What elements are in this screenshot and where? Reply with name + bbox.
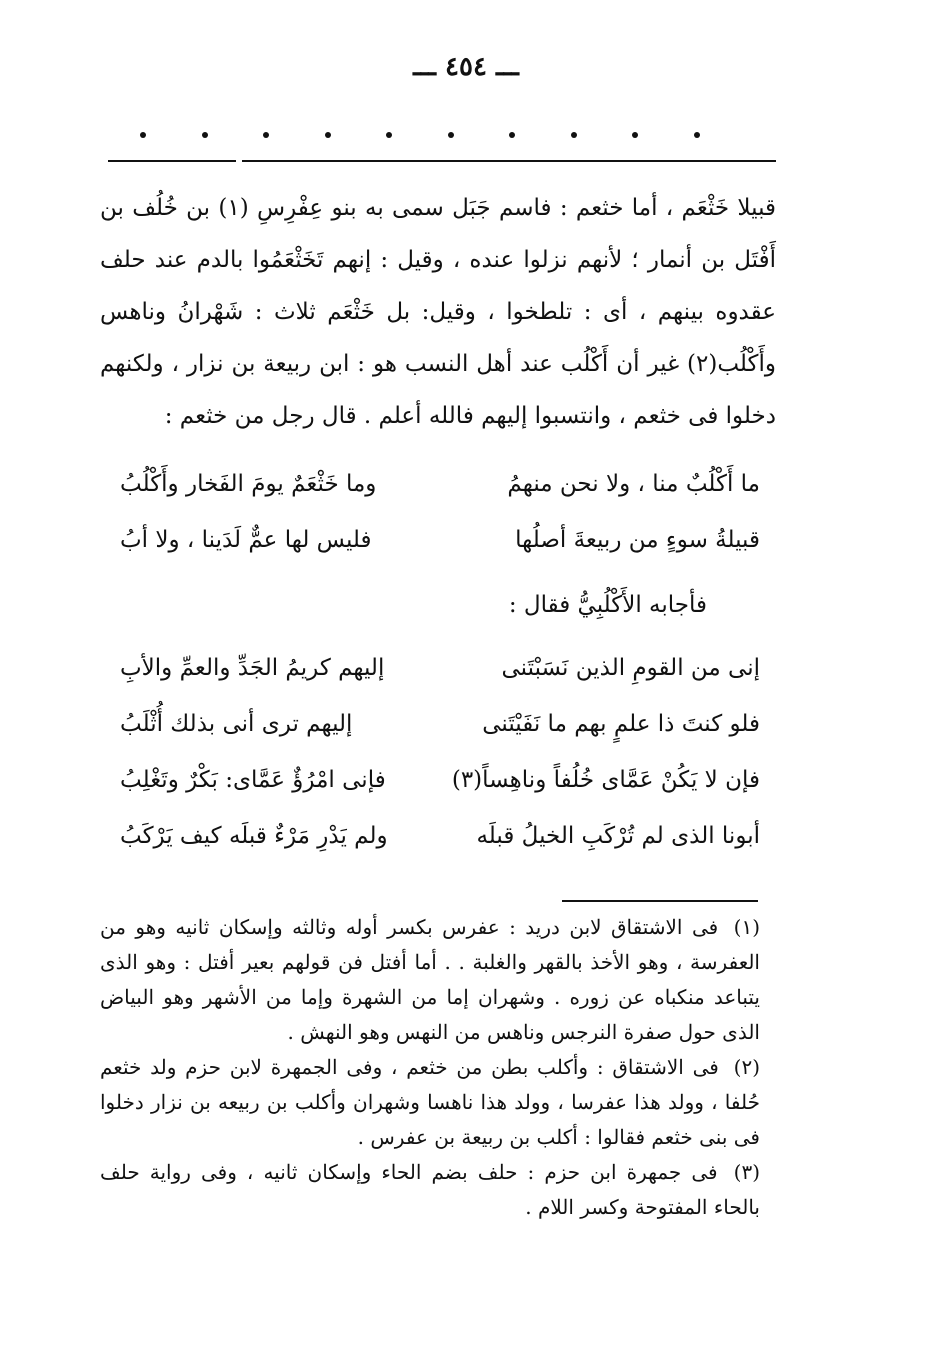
dot [571, 132, 577, 138]
footnote [100, 910, 760, 1050]
hemistich-first: ما أَكْلُبٌ منا ، ولا نحن منهمُ [507, 471, 760, 497]
hemistich-second: وما خَثْعَمٌ يومَ الفَخار وأَكْلُبُ [120, 471, 377, 497]
footnotes [100, 910, 760, 1225]
verse-line [120, 640, 760, 696]
hemistich-first: قبيلةُ سوءٍ من ربيعةَ أصلُها [515, 527, 760, 553]
footnote-number: (٣) [733, 1160, 760, 1184]
main-paragraph [100, 182, 776, 442]
dot [509, 132, 515, 138]
footnote-text: فى الاشتقاق لابن دريد : عفرس بكسر أوله وثالثه وإسكان ثانيه وهو من العفرسة ، وهو الأخذ بالقهر والغلبة . . أما أفتل فن قولهم بعير أفتل : وهو الذى يتباعد منكباه عن زوره . وشهران إما من الشهرة وإما من الأشهر وهو البياض الذى حول صفرة النرجس وناهس من النهس وهو النهش . [100, 915, 760, 1044]
hemistich-second: إليهم كريمُ الجَدِّ والعمِّ والأبِ [120, 655, 385, 681]
verse-line [120, 696, 760, 752]
poem-reply [120, 640, 760, 864]
verse-line [120, 456, 760, 512]
footnote [100, 1155, 760, 1225]
footnote-number: (٢) [733, 1055, 760, 1079]
verse-line [120, 752, 760, 808]
hemistich-first: فلو كنتَ ذا علمٍ بهم ما نَفَيْتَنى [482, 711, 760, 737]
footnote [100, 1050, 760, 1155]
header-rule-gap [236, 158, 242, 164]
footnote-number: (١) [733, 915, 761, 939]
dot [386, 132, 392, 138]
dot [140, 132, 146, 138]
hemistich-first: إنى من القومِ الذين نَسَبْتَنى [501, 655, 760, 681]
dot [325, 132, 331, 138]
hemistich-first: فإن لا يَكُنْ عَمَّاى خُلُفاً وناهِساً(٣) [451, 767, 760, 793]
ellipsis-separator [140, 132, 700, 138]
footnote-rule [562, 900, 758, 902]
paragraph-text: قبيلا خَثْعَم ، أما خثعم : فاسم جَبَل سمى به بنو عِفْرِسِ (١) بن خُلُف بن أَفْتَل بن أنمار ؛ لأنهم نزلوا عنده ، وقيل : إنهم تَخَثْعَمُوا بالدم عند حلف عقدوه بينهم ، أى : تلطخوا ، وقيل: بل خَثْعَم ثلاث : شَهْرانُ وناهس وأَكْلُب(٢) غير أن أَكْلُب عند أهل النسب هو : ابن ربيعة بن نزار ، ولكنهم دخلوا فى خثعم ، وانتسبوا إليهم فالله أعلم . قال رجل من خثعم : [100, 195, 777, 429]
dot [448, 132, 454, 138]
dot [694, 132, 700, 138]
hemistich-first: أبونا الذى لم تُرْكَبِ الخيلُ قبلَه [476, 823, 760, 849]
verse-line [120, 808, 760, 864]
footnote-text: فى جمهرة ابن حزم : حلف بضم الحاء وإسكان ثانيه ، وفى رواية حلف بالحاء المفتوحة وكسر اللام . [100, 1160, 760, 1219]
hemistich-second: ولم يَدْرِ مَرْءٌ قبلَه كيف يَرْكَبُ [120, 823, 388, 849]
verse-line [120, 512, 760, 568]
reply-intro: فأجابه الأَكْلُبِيُّ فقال : [508, 592, 707, 618]
footnote-text: فى الاشتقاق : وأكلب بطن من خثعم ، وفى الجمهرة لابن حزم ولد خثعم حُلفا ، وولد هذا عفرسا ، وولد هذا ناهسا وشهران وأكلب بن ربيعه بن نزار دخلوا فى بنى خثعم فقالوا : أكلب بن ربيعة بن عفرس . [100, 1055, 760, 1149]
hemistich-second: فإنى امْرُؤٌ عَمَّاى: بَكْرٌ وتَغْلِبُ [120, 767, 386, 793]
poem-first [120, 456, 760, 568]
hemistich-second: فليس لها عمٌّ لَدَينا ، ولا أبُ [120, 527, 372, 553]
header-rule [108, 160, 776, 162]
dot [202, 132, 208, 138]
page-number: ـــ ٤٥٤ ـــ [413, 52, 519, 82]
hemistich-second: إليهم ترى أنى بذلك أُثْلَبُ [120, 711, 353, 737]
dot [263, 132, 269, 138]
dot [632, 132, 638, 138]
